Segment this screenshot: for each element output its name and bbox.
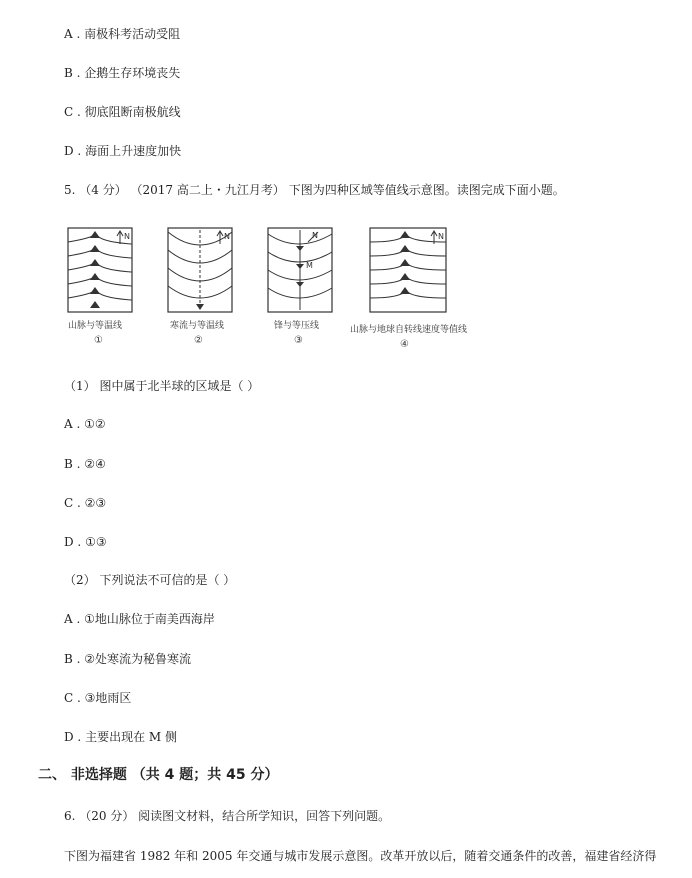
q6-passage: 下图为福建省 1982 年和 2005 年交通与城市发展示意图。改革开放以后，随着交通条件的改善，福建省经济得	[64, 849, 657, 863]
panel-3-number: ③	[294, 335, 303, 346]
panel-1-number: ①	[94, 335, 103, 346]
q5-sub1-option-d: D . ①③	[64, 535, 107, 549]
contour-diagrams	[62, 224, 492, 354]
panel-1	[68, 228, 132, 346]
panel-4-north: N	[438, 232, 444, 241]
panel-3-m-label: M	[306, 261, 313, 270]
q5-sub2-question: （2） 下列说法不可信的是（ ）	[64, 573, 236, 587]
q5-sub2-option-d: D . 主要出现在 M 侧	[64, 730, 177, 744]
panel-2-caption: 寒流与等温线	[170, 321, 225, 331]
section-heading: 二、 非选择题 （共 4 题；共 45 分）	[38, 767, 279, 783]
panel-1-caption: 山脉与等温线	[68, 321, 123, 331]
q5-sub2-option-b: B . ②处寒流为秘鲁寒流	[64, 652, 192, 666]
q5-sub1-question: （1） 图中属于北半球的区域是（ ）	[64, 379, 260, 393]
q5-sub2-option-a: A . ①地山脉位于南美西海岸	[64, 612, 215, 626]
q4-option-d: D . 海面上升速度加快	[64, 144, 182, 158]
panel-4-number: ④	[400, 339, 409, 350]
panel-3-caption: 锋与等压线	[274, 321, 320, 331]
q6-stem: 6. （20 分） 阅读图文材料，结合所学知识，回答下列问题。	[64, 809, 391, 823]
panel-3	[268, 228, 332, 346]
panel-2	[168, 228, 232, 346]
q5-stem: 5. （4 分） （2017 高二上・九江月考） 下图为四种区域等值线示意图。读图完成下面小题。	[64, 183, 565, 197]
q4-option-a: A . 南极科考活动受阻	[64, 27, 181, 41]
q5-sub2-option-c: C . ③地雨区	[64, 691, 132, 705]
q4-option-c: C . 彻底阻断南极航线	[64, 105, 181, 119]
panel-4-caption: 山脉与地球自转线速度等值线	[350, 325, 468, 335]
contour-figure	[62, 224, 492, 354]
q5-sub1-option-c: C . ②③	[64, 496, 107, 510]
q5-sub1-option-b: B . ②④	[64, 457, 106, 471]
panel-2-number: ②	[194, 335, 203, 346]
q5-sub1-option-a: A . ①②	[64, 417, 106, 431]
panel-3-north: N	[312, 231, 318, 240]
panel-2-north: N	[224, 232, 230, 241]
q4-option-b: B . 企鹅生存环境丧失	[64, 66, 181, 80]
panel-1-north: N	[124, 232, 130, 241]
panel-4	[350, 228, 467, 350]
